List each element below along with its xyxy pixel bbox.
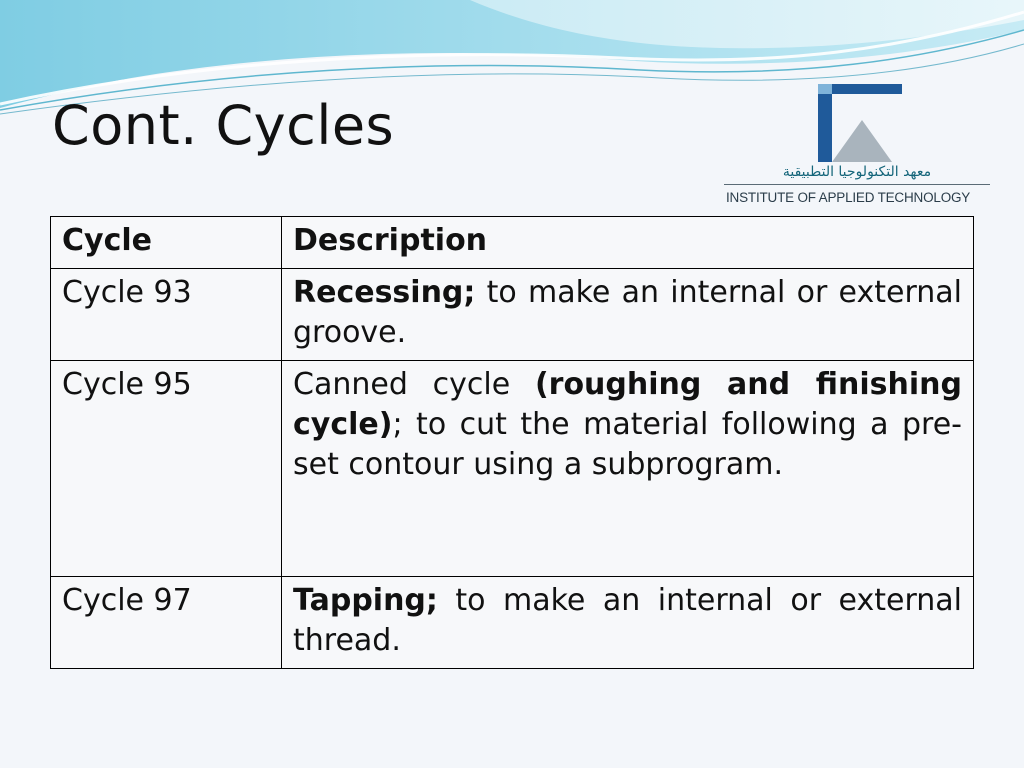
header-cycle: Cycle bbox=[51, 217, 282, 269]
logo-mark-icon bbox=[818, 84, 902, 162]
table-header-row bbox=[51, 217, 974, 269]
description-bold: (roughing and finishing cycle) bbox=[293, 367, 962, 442]
description-cell bbox=[282, 361, 974, 577]
table-row bbox=[51, 577, 974, 669]
logo-english-text: INSTITUTE OF APPLIED TECHNOLOGY bbox=[726, 190, 971, 205]
logo-divider bbox=[724, 184, 990, 185]
description-cell bbox=[282, 269, 974, 361]
description-bold: Tapping; bbox=[293, 583, 438, 618]
description-bold: Recessing; bbox=[293, 275, 476, 310]
slide-title: Cont. Cycles bbox=[52, 94, 395, 157]
table-row bbox=[51, 361, 974, 577]
cycle-cell: Cycle 95 bbox=[51, 361, 282, 577]
cycles-table bbox=[50, 216, 974, 669]
logo-arabic-text: معهد التكنولوجيا التطبيقية bbox=[782, 164, 932, 180]
description-prefix: Canned cycle bbox=[293, 367, 535, 402]
header-description: Description bbox=[282, 217, 974, 269]
table-row bbox=[51, 269, 974, 361]
cycle-cell: Cycle 97 bbox=[51, 577, 282, 669]
description-text: to make an internal or external groove. bbox=[293, 275, 962, 350]
description-cell bbox=[282, 577, 974, 669]
cycle-cell: Cycle 93 bbox=[51, 269, 282, 361]
institute-logo bbox=[724, 84, 994, 214]
description-text: to make an internal or external thread. bbox=[293, 583, 962, 658]
description-text: ; to cut the material following a pre-set contour using a subprogram. bbox=[293, 407, 962, 482]
